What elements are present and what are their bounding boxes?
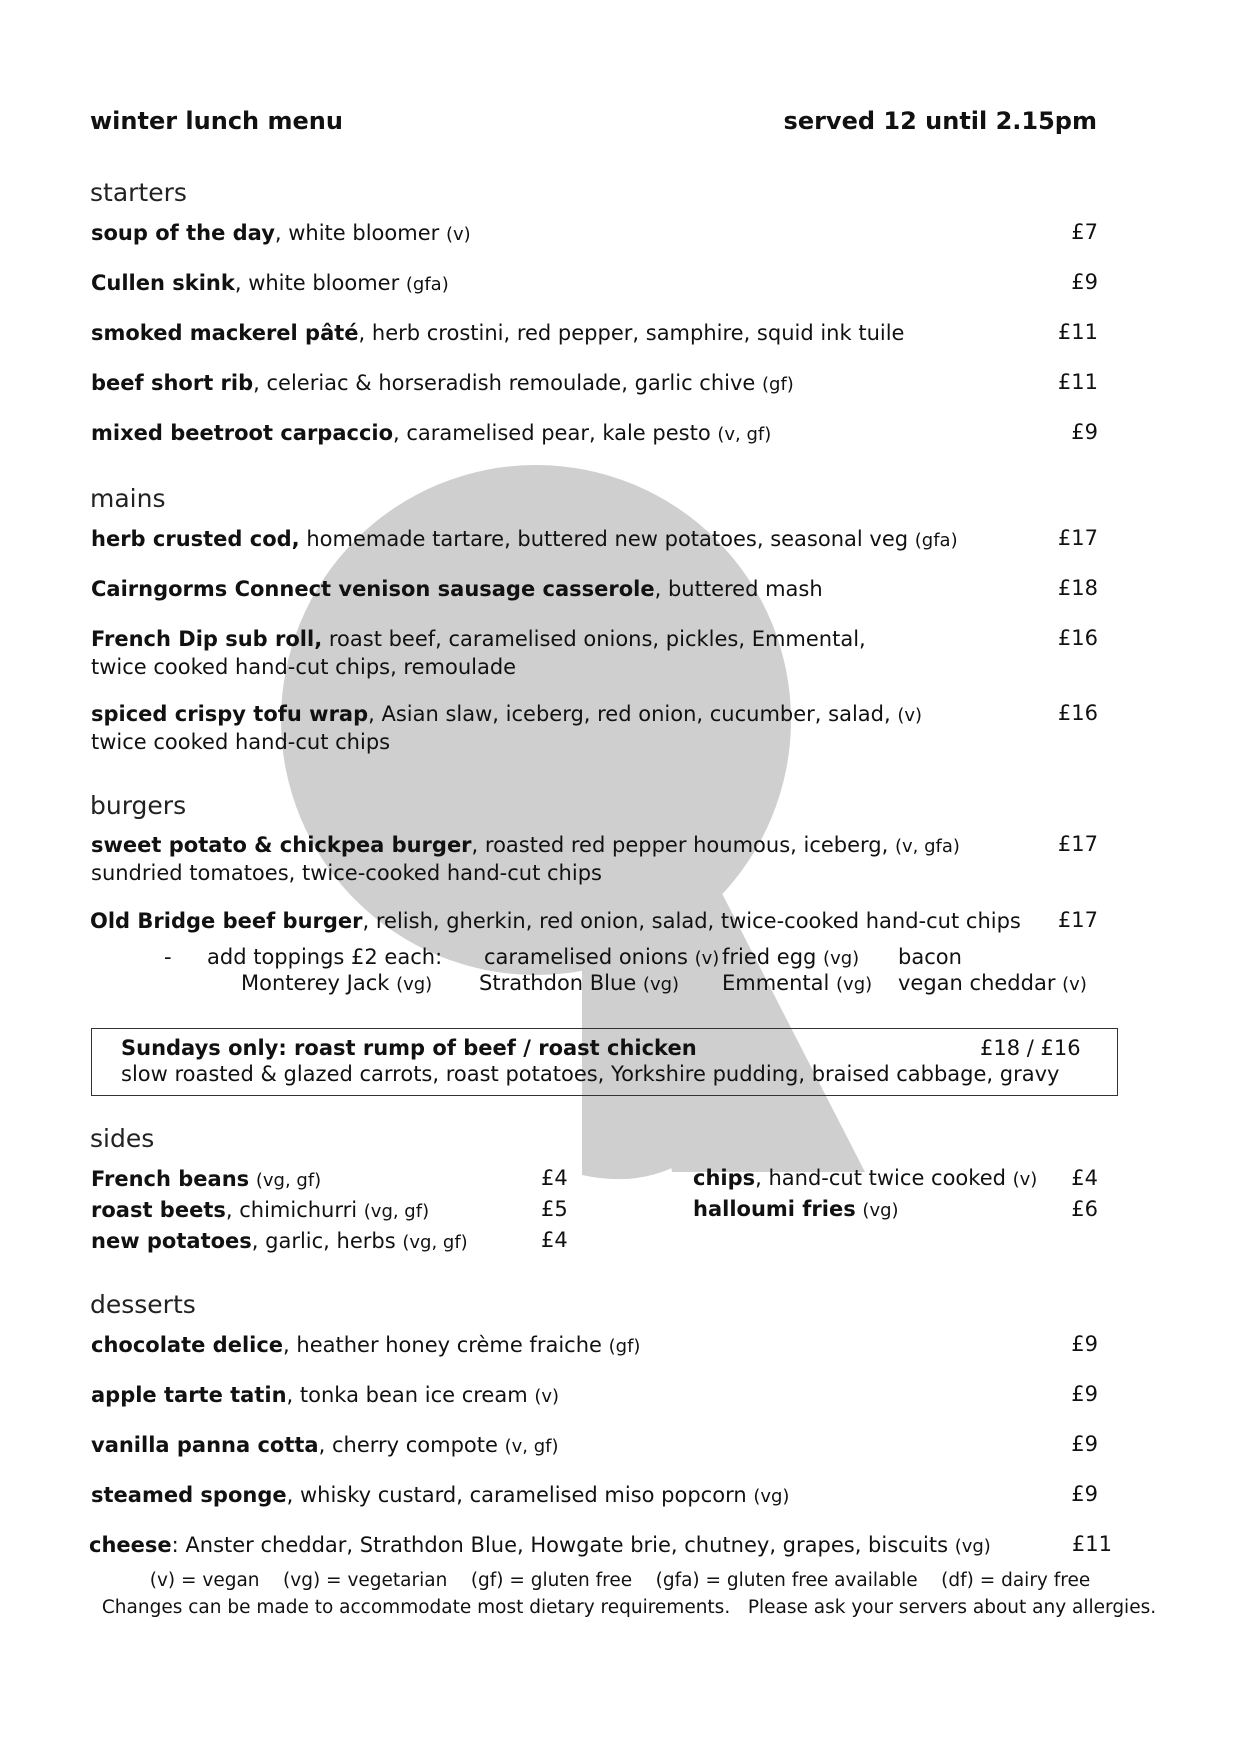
menu-item-price: £17 bbox=[1057, 908, 1098, 932]
menu-item-price: £7 bbox=[1071, 220, 1098, 244]
side-item-price: £4 bbox=[541, 1166, 568, 1190]
menu-item-price: £9 bbox=[1071, 1482, 1098, 1506]
side-item-price: £4 bbox=[541, 1228, 568, 1252]
menu-item: spiced crispy tofu wrap, Asian slaw, iceberg, red onion, cucumber, salad, (v) twice cooked hand-cut chips bbox=[91, 702, 923, 754]
menu-item: smoked mackerel pâté, herb crostini, red pepper, samphire, squid ink tuile bbox=[91, 321, 905, 345]
topping-option: vegan cheddar (v) bbox=[898, 971, 1087, 995]
menu-item-price: £17 bbox=[1057, 832, 1098, 856]
menu-item: vanilla panna cotta, cherry compote (v, gf) bbox=[91, 1433, 559, 1457]
section-title-sides: sides bbox=[90, 1124, 155, 1153]
section-title-burgers: burgers bbox=[90, 791, 187, 820]
side-item-price: £6 bbox=[1071, 1197, 1098, 1221]
menu-item-price: £11 bbox=[1057, 370, 1098, 394]
menu-item-price: £16 bbox=[1057, 701, 1098, 725]
menu-item-price: £9 bbox=[1071, 420, 1098, 444]
menu-item-price: £9 bbox=[1071, 1382, 1098, 1406]
menu-item: Cairngorms Connect venison sausage casserole, buttered mash bbox=[91, 577, 823, 601]
menu-item-price: £17 bbox=[1057, 526, 1098, 550]
side-item: halloumi fries (vg) bbox=[693, 1197, 899, 1221]
dietary-key: (v) = vegan (vg) = vegetarian (gf) = gluten free (gfa) = gluten free available (df) = dairy free bbox=[149, 1570, 1091, 1591]
menu-item: cheese: Anster cheddar, Strathdon Blue, Howgate brie, chutney, grapes, biscuits (vg) bbox=[89, 1533, 991, 1557]
topping-option: Strathdon Blue (vg) bbox=[479, 971, 680, 995]
menu-item-price: £18 bbox=[1057, 576, 1098, 600]
menu-item: Old Bridge beef burger, relish, gherkin, red onion, salad, twice-cooked hand-cut chips bbox=[90, 909, 1021, 933]
topping-option: Emmental (vg) bbox=[722, 971, 873, 995]
side-item: roast beets, chimichurri (vg, gf) bbox=[91, 1198, 430, 1222]
allergy-note: Changes can be made to accommodate most dietary requirements. Please ask your servers about any allergies. bbox=[101, 1597, 1157, 1618]
topping-option: bacon bbox=[898, 945, 962, 969]
menu-item: sweet potato & chickpea burger, roasted red pepper houmous, iceberg, (v, gfa) sundried tomatoes, twice-cooked hand-cut chips bbox=[91, 833, 960, 885]
toppings-label: add toppings £2 each: bbox=[207, 945, 443, 969]
section-title-mains: mains bbox=[90, 484, 166, 513]
toppings-dash: - bbox=[164, 945, 172, 969]
section-title-starters: starters bbox=[90, 178, 187, 207]
topping-option: Monterey Jack (vg) bbox=[241, 971, 433, 995]
menu-title: winter lunch menu bbox=[90, 107, 343, 135]
menu-item: French Dip sub roll, roast beef, caramelised onions, pickles, Emmental, twice cooked hand-cut chips, remoulade bbox=[91, 627, 866, 679]
menu-item-price: £9 bbox=[1071, 1432, 1098, 1456]
menu-item-price: £16 bbox=[1057, 626, 1098, 650]
menu-item: apple tarte tatin, tonka bean ice cream (v) bbox=[91, 1383, 560, 1407]
menu-item: beef short rib, celeriac & horseradish remoulade, garlic chive (gf) bbox=[91, 371, 794, 395]
served-times: served 12 until 2.15pm bbox=[783, 107, 1097, 135]
menu-item: chocolate delice, heather honey crème fraiche (gf) bbox=[91, 1333, 641, 1357]
topping-option: caramelised onions (v) bbox=[484, 945, 720, 969]
side-item: chips, hand-cut twice cooked (v) bbox=[693, 1166, 1038, 1190]
topping-option: fried egg (vg) bbox=[722, 945, 860, 969]
menu-item-price: £9 bbox=[1071, 1332, 1098, 1356]
menu-item: herb crusted cod, homemade tartare, buttered new potatoes, seasonal veg (gfa) bbox=[91, 527, 958, 551]
sunday-special-title: Sundays only: roast rump of beef / roast chicken bbox=[121, 1036, 697, 1060]
menu-item-price: £11 bbox=[1071, 1532, 1112, 1556]
menu-item: mixed beetroot carpaccio, caramelised pear, kale pesto (v, gf) bbox=[91, 421, 772, 445]
menu-item: steamed sponge, whisky custard, caramelised miso popcorn (vg) bbox=[91, 1483, 790, 1507]
menu-item-price: £11 bbox=[1057, 320, 1098, 344]
side-item-price: £5 bbox=[541, 1197, 568, 1221]
menu-item-price: £9 bbox=[1071, 270, 1098, 294]
menu-item: soup of the day, white bloomer (v) bbox=[91, 221, 471, 245]
menu-item: Cullen skink, white bloomer (gfa) bbox=[91, 271, 449, 295]
section-title-desserts: desserts bbox=[90, 1290, 196, 1319]
side-item-price: £4 bbox=[1071, 1166, 1098, 1190]
sunday-special-price: £18 / £16 bbox=[980, 1036, 1081, 1060]
side-item: new potatoes, garlic, herbs (vg, gf) bbox=[91, 1229, 468, 1253]
side-item: French beans (vg, gf) bbox=[91, 1167, 322, 1191]
sunday-special-desc: slow roasted & glazed carrots, roast potatoes, Yorkshire pudding, braised cabbage, gravy bbox=[121, 1062, 1060, 1086]
